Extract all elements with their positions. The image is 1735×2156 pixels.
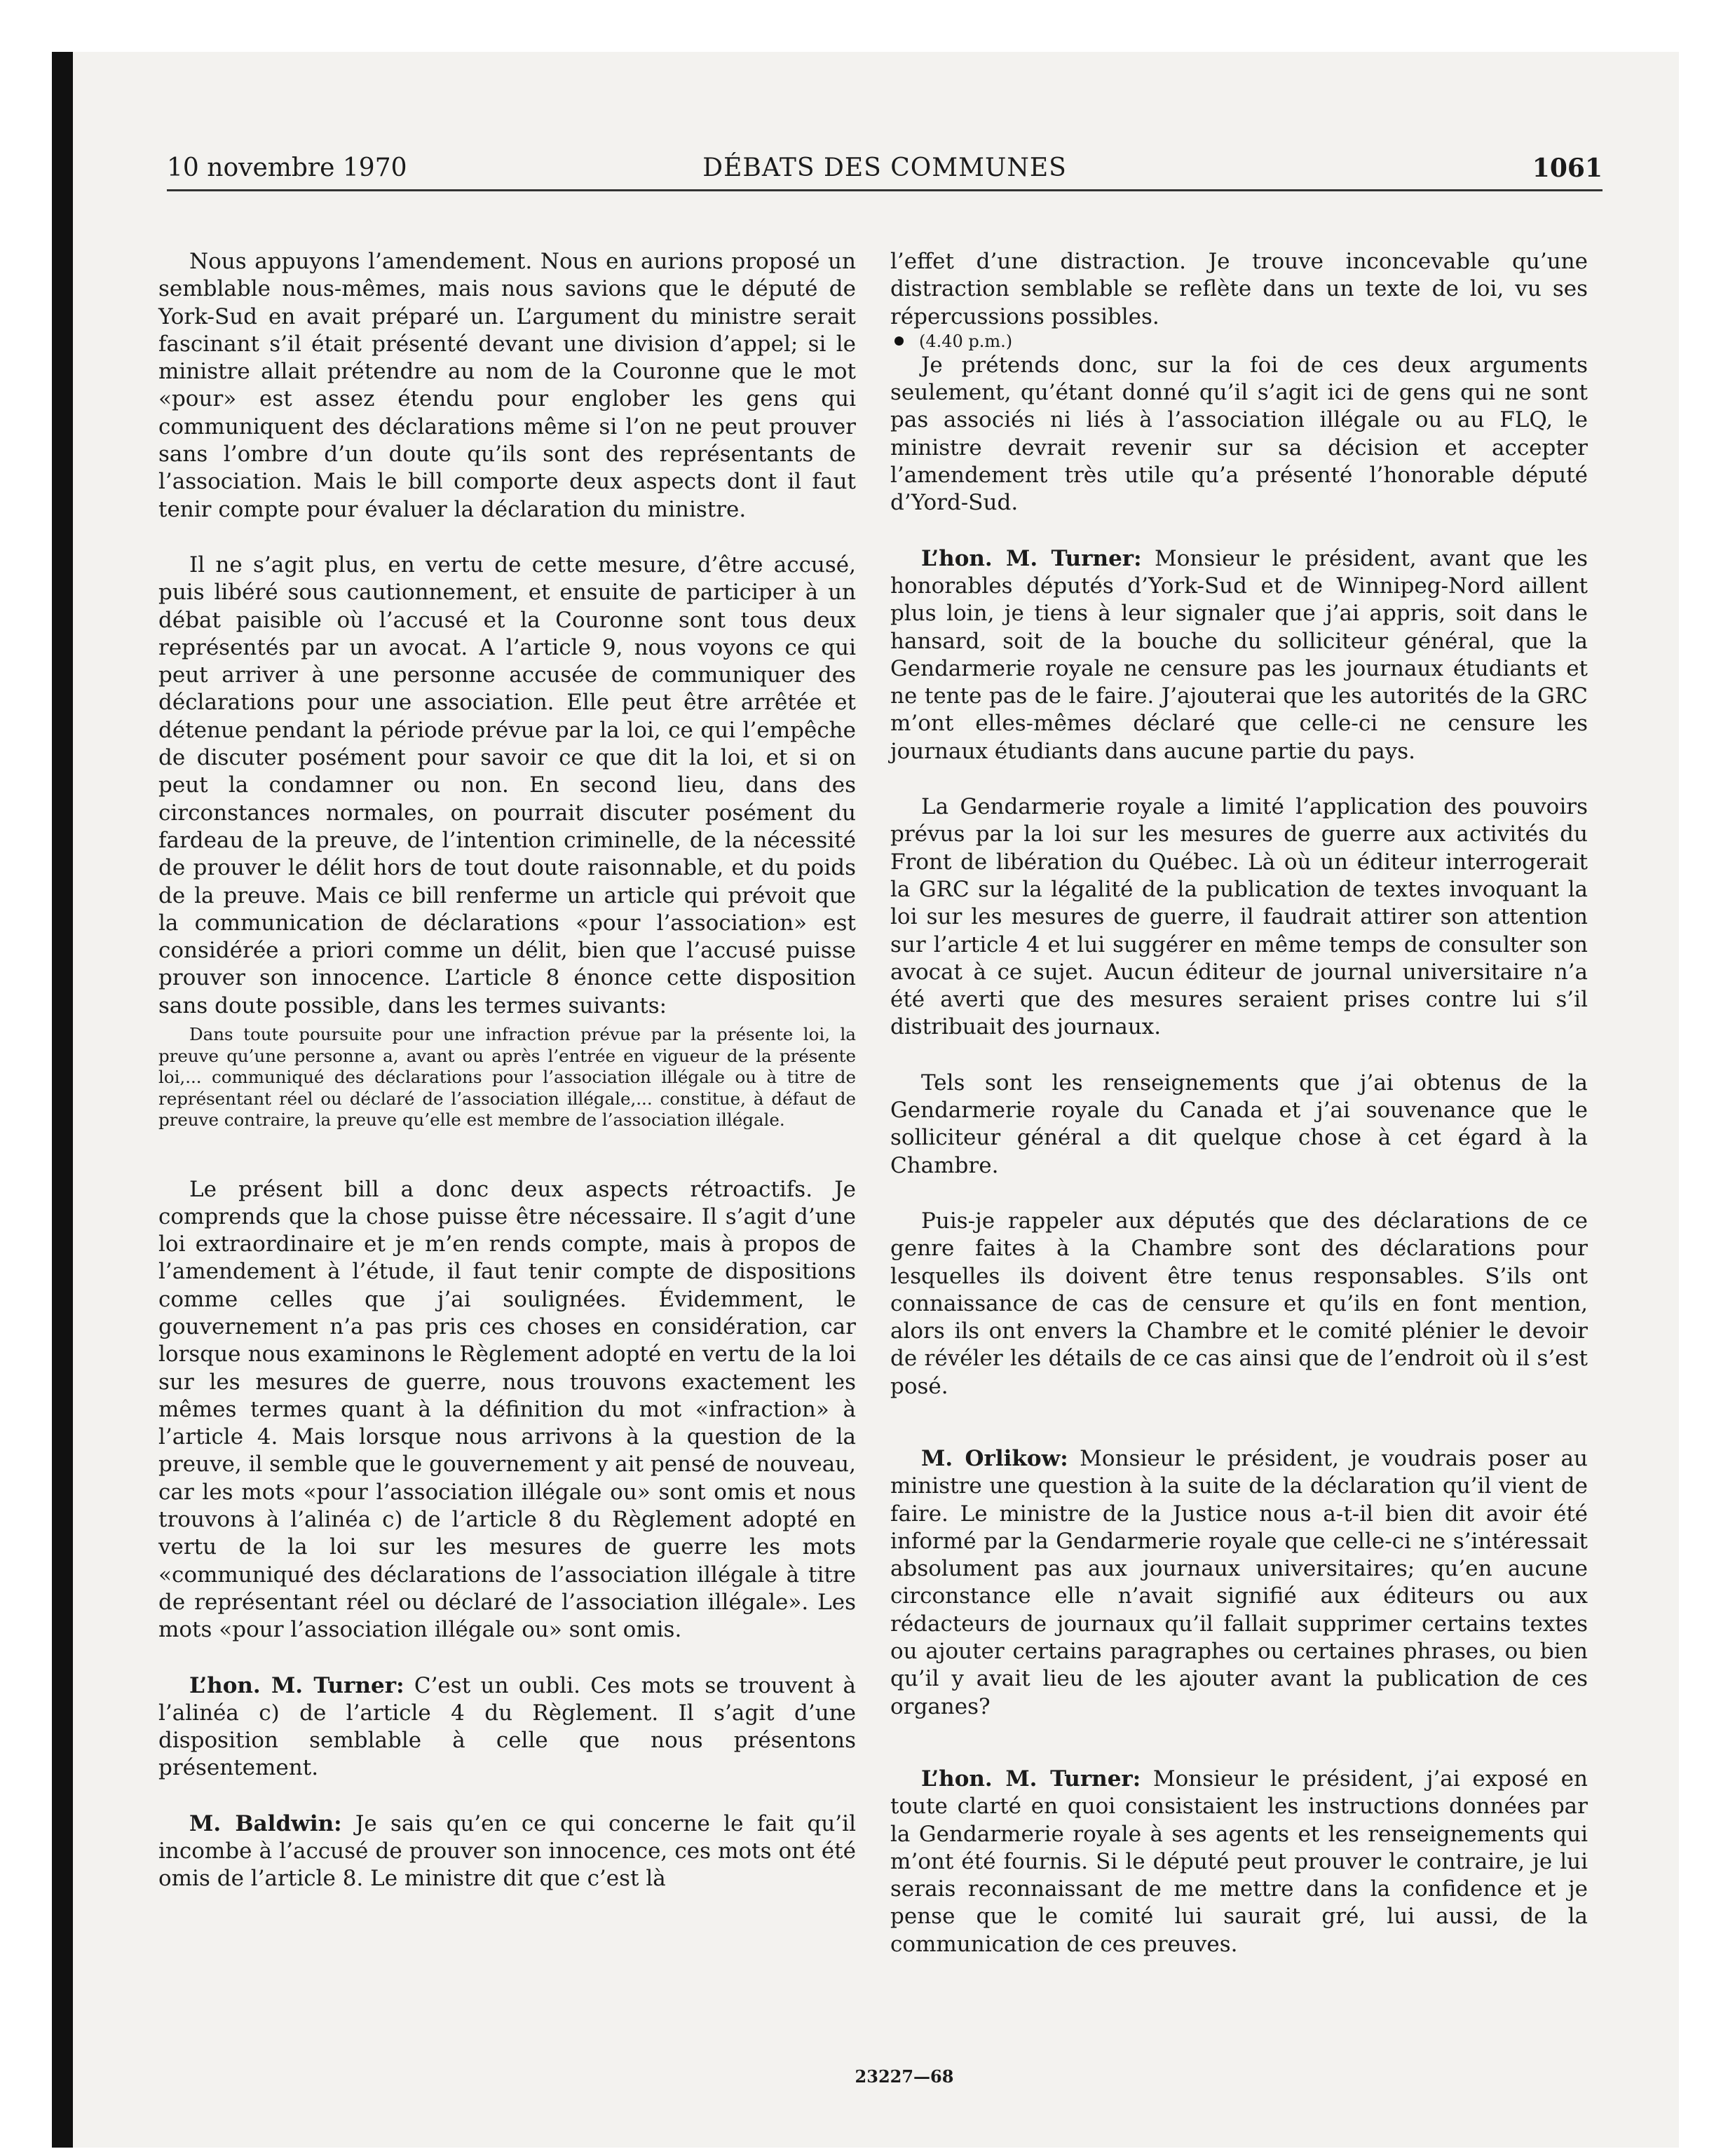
left-column: [158, 248, 856, 1893]
time-text: (4.40 p.m.): [919, 331, 1013, 351]
paragraph: Tels sont les renseignements que j’ai obtenus de la Gendarmerie royale du Canada et j’ai souvenance que le solliciteur général a dit quelque chose à cet égard à la Chambre.: [890, 1070, 1588, 1178]
time-marker: [890, 331, 1588, 352]
speaker-name: L’hon. M. Turner:: [921, 545, 1142, 571]
speech-text: Je sais qu’en ce qui concerne le fait qu’il incombe à l’accusé de prouver son innocence, ces mots ont été omis de l’article 8. Le ministre dit que c’est là: [158, 1810, 856, 1892]
paragraph: l’effet d’une distraction. Je trouve inconcevable qu’une distraction semblable se reflète dans un texte de loi, vu ses répercussions possibles.: [890, 249, 1588, 329]
speech-text: Monsieur le président, j’ai exposé en toute clarté en quoi consistaient les instructions données par la Gendarmerie royale à ses agents et les renseignements qui m’ont été fournis. Si le député peut prouver le contraire, je lui serais reconnaissant de me mettre dans la confidence et je pense que le comité lui saurait gré, lui aussi, de la communication de ces preuves.: [890, 1766, 1588, 1957]
paragraph: Nous appuyons l’amendement. Nous en aurions proposé un semblable nous-mêmes, mais nous savions que le député de York-Sud en avait préparé un. L’argument du ministre serait fascinant s’il était présenté devant une division d’appel; si le ministre allait prétendre au nom de la Couronne que le mot «pour» est assez étendu pour englober les gens qui communiquent des déclarations même si l’on ne peut prouver sans l’ombre d’un doute qu’ils sont des représentants de l’association. Mais le bill comporte deux aspects dont il faut tenir compte pour évaluer la déclaration du ministre.: [158, 249, 856, 522]
speech-baldwin: [158, 1810, 856, 1893]
page-header: [167, 153, 1603, 191]
speech-text: Monsieur le président, je voudrais poser au ministre une question à la suite de la déclaration qu’il vient de faire. Le ministre de la Justice nous a-t-il bien dit avoir été informé par la Gendarmerie royale que celle-ci ne s’intéressait absolument pas aux journaux universitaires; qu’en aucune circonstance elle n’avait signifié aux éditeurs ou aux rédacteurs de journaux qu’il fallait supprimer certains textes ou ajouter certains paragraphes ou certaines phrases, ou bien qu’il y avait lieu de les ajouter avant la publication de ces organes?: [890, 1445, 1588, 1719]
scan-edge-bar: [52, 52, 73, 2148]
speech-text: Monsieur le président, avant que les honorables députés d’York-Sud et de Winnipeg-Nord aillent plus loin, je tiens à leur signaler que j’ai appris, soit dans le hansard, soit de la bouche du solliciteur général, que la Gendarmerie royale ne censure pas les journaux étudiants et ne tente pas de le faire. J’ajouterai que les autorités de la GRC m’ont elles-mêmes déclaré que celle-ci ne censure les journaux étudiants dans aucune partie du pays.: [890, 545, 1588, 764]
speaker-name: L’hon. M. Turner:: [189, 1672, 404, 1698]
speech-turner: [158, 1672, 856, 1782]
speech-text: C’est un oubli. Ces mots se trouvent à l’alinéa c) de l’article 4 du Règlement. Il s’agit d’une disposition semblable à celle que nous présentons présentement.: [158, 1672, 856, 1781]
footer-code: 23227—68: [855, 2066, 954, 2087]
header-title: DÉBATS DES COMMUNES: [702, 153, 1067, 182]
block-quote: Dans toute poursuite pour une infraction prévue par la présente loi, la preuve qu’une personne a, avant ou après l’entrée en vigueur de la présente loi,... communiqué des déclarations pour l’association illégale ou à titre de représentant réel ou déclaré de l’association illégale,... constitue, à défaut de preuve contraire, la preuve qu’elle est membre de l’association illégale.: [158, 1024, 856, 1131]
paragraph: La Gendarmerie royale a limité l’application des pouvoirs prévus par la loi sur les mesures de guerre aux activités du Front de libération du Québec. Là où un éditeur interrogerait la GRC sur la légalité de la publication de textes invoquant la loi sur les mesures de guerre, il faudrait attirer son attention sur l’article 4 et lui suggérer en même temps de consulter son avocat à ce sujet. Aucun éditeur de journal universitaire n’a été averti que des mesures seraient prises contre lui s’il distribuait des journaux.: [890, 794, 1588, 1040]
right-column: [890, 248, 1588, 1958]
paragraph: Puis-je rappeler aux députés que des déclarations de ce genre faites à la Chambre sont des déclarations pour lesquelles ils doivent être tenus responsables. S’ils ont connaissance de cas de censure et qu’ils en font mention, alors ils ont envers la Chambre et le comité plénier le devoir de révéler les détails de ce cas ainsi que de l’endroit où il s’est posé.: [890, 1208, 1588, 1399]
bullet-icon: [894, 336, 904, 346]
header-date: 10 novembre 1970: [167, 153, 407, 182]
speaker-name: L’hon. M. Turner:: [921, 1766, 1141, 1792]
paragraph: Le présent bill a donc deux aspects rétroactifs. Je comprends que la chose puisse être nécessaire. Il s’agit d’une loi extraordinaire et je m’en rends compte, mais à propos de l’amendement à l’étude, il faut tenir compte de dispositions comme celles que j’ai soulignées. Évidemment, le gouvernement n’a pas pris ces choses en considération, car lorsque nous examinons le Règlement adopté en vertu de la loi sur les mesures de guerre, nous trouvons exactement les mêmes termes quant à la définition du mot «infraction» à l’article 4. Mais lorsque nous arrivons à la question de la preuve, il semble que le gouvernement y ait pensé de nouveau, car les mots «pour l’association illégale ou» sont omis et nous trouvons à l’alinéa c) de l’article 8 du Règlement adopté en vertu de la loi sur les mesures de guerre les mots «communiqué des déclarations de l’association illégale à titre de représentant réel ou déclaré de l’association illégale». Les mots «pour l’association illégale ou» sont omis.: [158, 1176, 856, 1643]
speech-turner: [890, 545, 1588, 765]
speech-turner: [890, 1766, 1588, 1958]
paragraph: Je prétends donc, sur la foi de ces deux arguments seulement, qu’étant donné qu’il s’agit ici de gens qui ne sont pas associés ni liés à l’association illégale ou au FLQ, le ministre devrait revenir sur sa décision et accepter l’amendement très utile qu’a présenté l’honorable député d’Yord-Sud.: [890, 352, 1588, 516]
page-number: 1061: [1532, 153, 1603, 183]
speaker-name: M. Baldwin:: [189, 1810, 342, 1836]
paragraph: Il ne s’agit plus, en vertu de cette mesure, d’être accusé, puis libéré sous cautionnement, et ensuite de participer à un débat paisible où l’accusé et la Couronne sont tous deux représentés par un avocat. A l’article 9, nous voyons ce qui peut arriver à une personne accusée de communiquer des déclarations pour une association. Elle peut être arrêtée et détenue pendant la période prévue par la loi, ce qui l’empêche de discuter posément pour savoir ce que dit la loi, et si on peut la condamner ou non. En second lieu, dans des circonstances normales, on pourrait discuter posément du fardeau de la preuve, de l’intention criminelle, de la nécessité de prouver le délit hors de tout doute raisonnable, et du poids de la preuve. Mais ce bill renferme un article qui prévoit que la communication de déclarations «pour l’association» est considérée a priori comme un délit, bien que l’accusé puisse prouver son innocence. L’article 8 énonce cette disposition sans doute possible, dans les termes suivants:: [158, 552, 856, 1018]
speech-orlikow: [890, 1445, 1588, 1721]
speaker-name: M. Orlikow:: [921, 1445, 1068, 1471]
